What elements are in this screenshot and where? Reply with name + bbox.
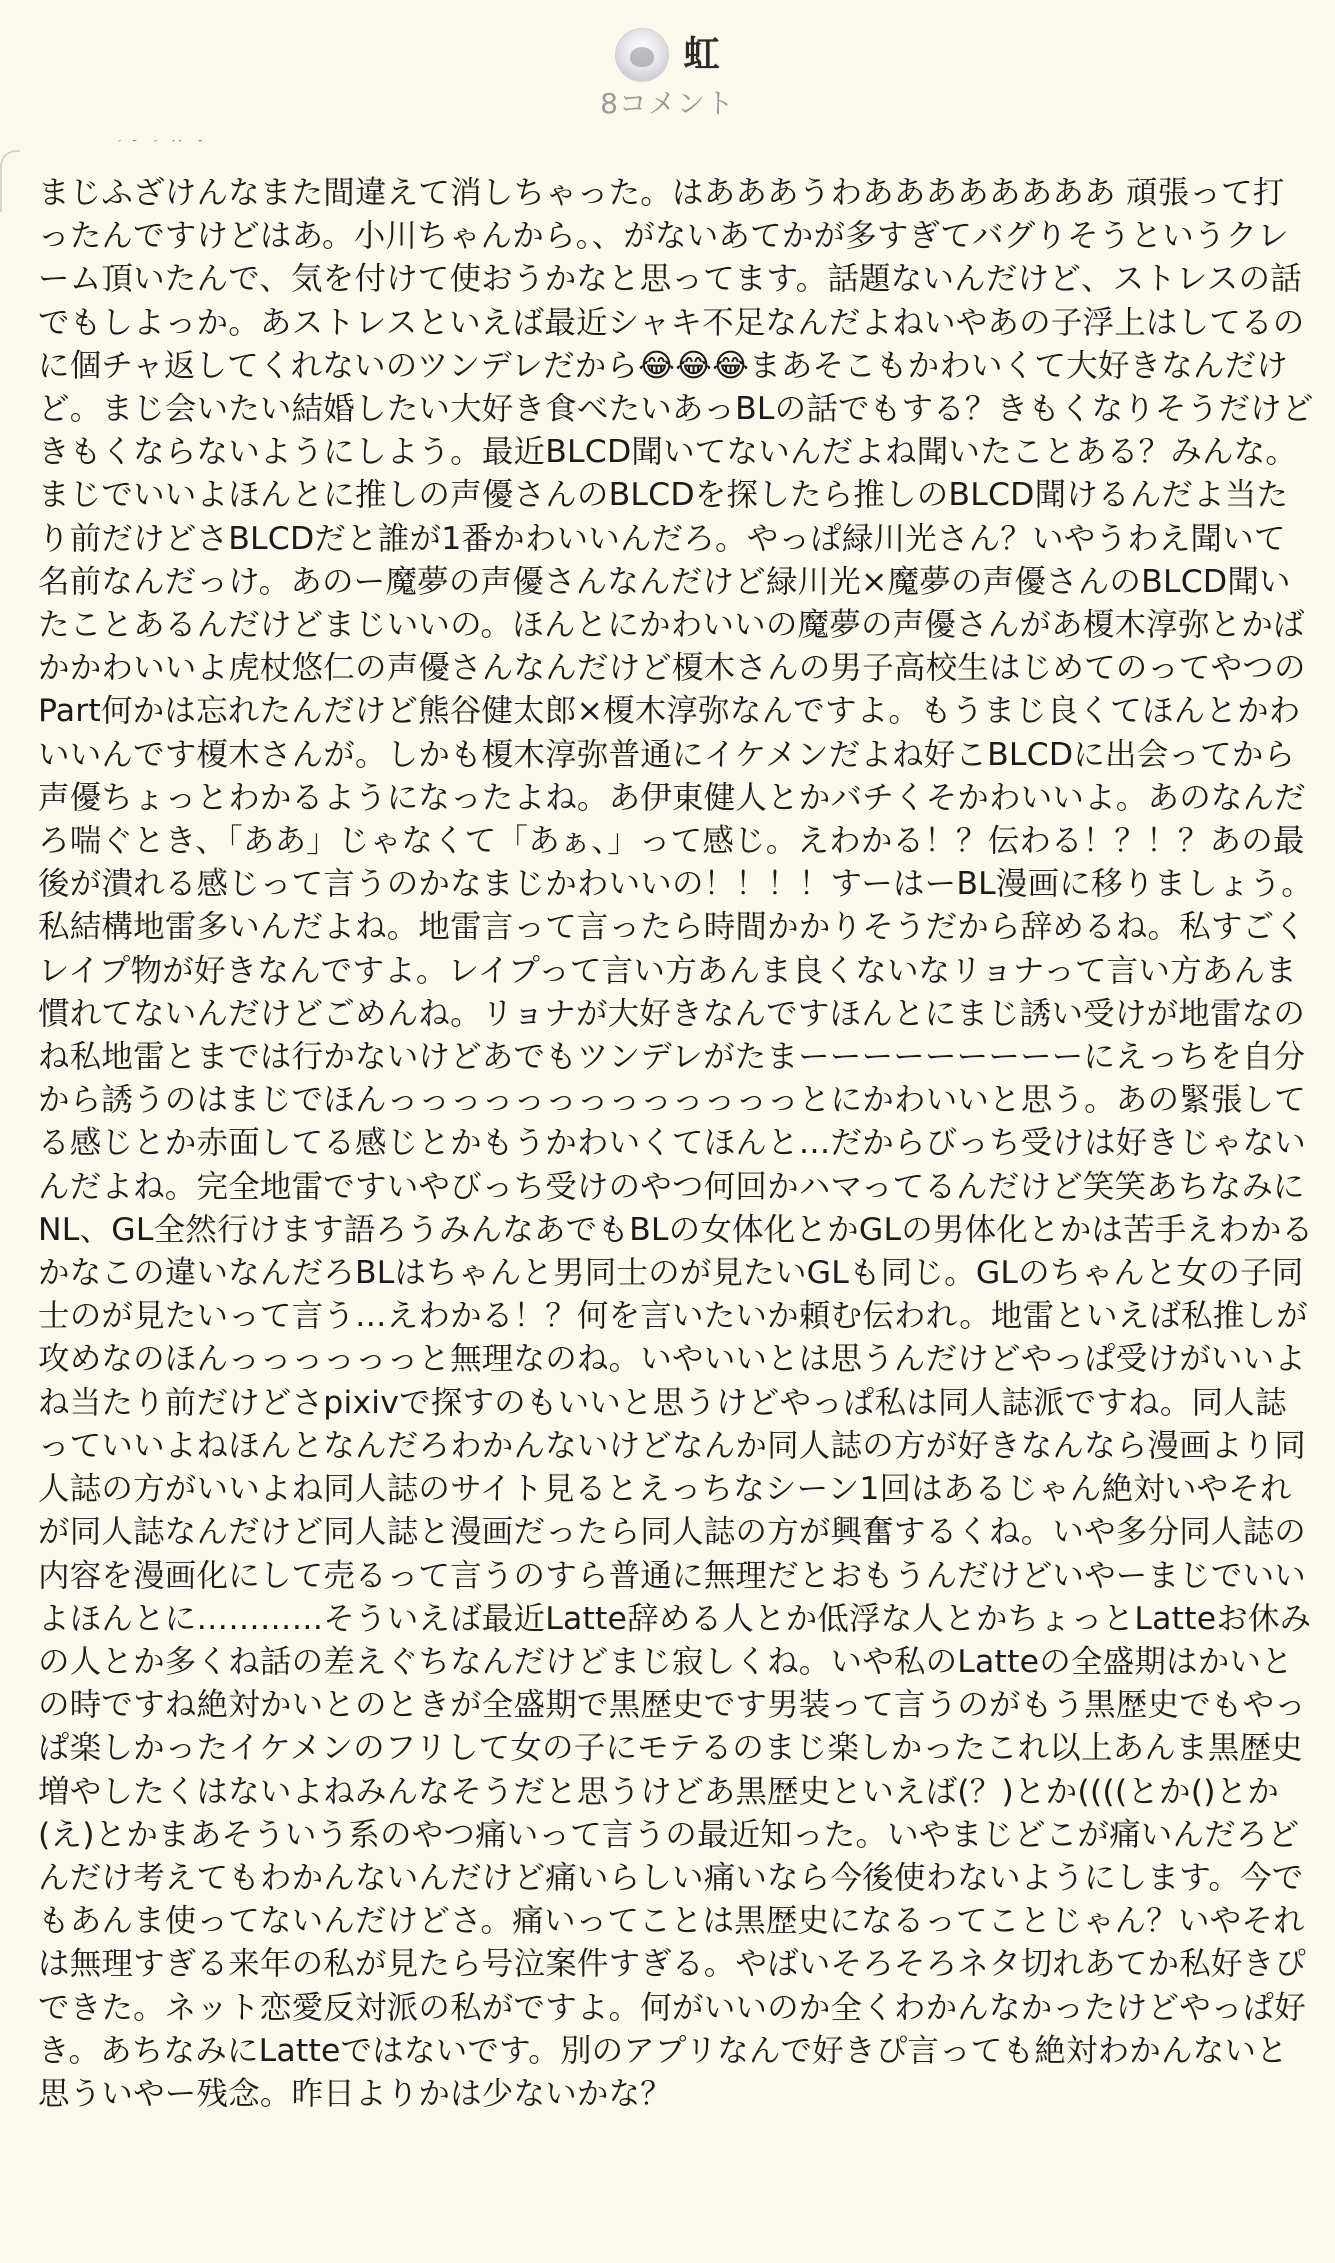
comment-count: 8コメント bbox=[600, 87, 735, 120]
title-row bbox=[0, 28, 1335, 82]
comment-text: まじふざけんなまた間違えて消しちゃった。はあああうわああああああああ 頑張って打ったんですけどはあ。小川ちゃんから。、がないあてかが多すぎてバグりそうというクレーム頂いたんで、気を付けて使おうかなと思ってます。話題ないんだけど、ストレスの話でもしよっか。あストレスといえば最近シャキ不足なんだよねいやあの子浮上はしてるのに個チャ返してくれないのツンデレだから😂😂😂まあそこもかわいくて大好きなんだけど。まじ会いたい結婚したい大好き食べたいあっBLの話でもする？きもくなりそうだけどきもくならないようにしよう。最近BLCD聞いてないんだよね聞いたことある？みんな。まじでいいよほんとに推しの声優さんのBLCDを探したら推しのBLCD聞けるんだよ当たり前だけどさBLCDだと誰が1番かわいいんだろ。やっぱ緑川光さん？いやうわえ聞いて名前なんだっけ。あのー魔夢の声優さんなんだけど緑川光×魔夢の声優さんのBLCD聞いたことあるんだけどまじいいの。ほんとにかわいいの魔夢の声優さんがあ榎木淳弥とかばかかわいいよ虎杖悠仁の声優さんなんだけど榎木さんの男子高校生はじめてのってやつのPart何かは忘れたんだけど熊谷健太郎×榎木淳弥なんですよ。もうまじ良くてほんとかわいいんです榎木さんが。しかも榎木淳弥普通にイケメンだよね好こBLCDに出会ってから声優ちょっとわかるようになったよね。あ伊東健人とかバチくそかわいいよ。あのなんだろ喘ぐとき、「ああ」じゃなくて「あぁ、」って感じ。えわかる！？伝わる！？！？あの最後が潰れる感じって言うのかなまじかわいいの！！！！すーはーBL漫画に移りましょう。私結構地雷多いんだよね。地雷言って言ったら時間かかりそうだから辞めるね。私すごくレイプ物が好きなんですよ。レイプって言い方あんま良くないなリョナって言い方あんま慣れてないんだけどごめんね。リョナが大好きなんですほんとにまじ誘い受けが地雷なのね私地雷とまでは行かないけどあでもツンデレがたまーーーーーーーーーにえっちを自分から誘うのはまじでほんっっっっっっっっっっっっっとにかわいいと思う。あの緊張してる感じとか赤面してる感じとかもうかわいくてほんと…だからびっち受けは好きじゃないんだよね。完全地雷ですいやびっち受けのやつ何回かハマってるんだけど笑笑あちなみにNL、GL全然行けます語ろうみんなあでもBLの女体化とかGLの男体化とかは苦手えわかるかなこの違いなんだろBLはちゃんと男同士のが見たいGLも同じ。GLのちゃんと女の子同士のが見たいって言う…えわかる！？何を言いたいか頼む伝われ。地雷といえば私推しが攻めなのほんっっっっっっと無理なのね。いやいいとは思うんだけどやっぱ受けがいいよね当たり前だけどさpixivで探すのもいいと思うけどやっぱ私は同人誌派ですね。同人誌っていいよねほんとなんだろわかんないけどなんか同人誌の方が好きなんなら漫画より同人誌の方がいいよね同人誌のサイト見るとえっちなシーン1回はあるじゃん絶対いやそれが同人誌なんだけど同人誌と漫画だったら同人誌の方が興奮するくね。いや多分同人誌の内容を漫画化にして売るって言うのすら普通に無理だとおもうんだけどいやーまじでいいよほんとに…………そういえば最近Latte辞める人とか低浮な人とかちょっとLatteお休みの人とか多くね話の差えぐちなんだけどまじ寂しくね。いや私のLatteの全盛期はかいとの時ですね絶対かいとのときが全盛期で黒歴史です男装って言うのがもう黒歴史でもやっぱ楽しかったイケメンのフリして女の子にモテるのまじ楽しかったこれ以上あんま黒歴史増やしたくはないよねみんなそうだと思うけどあ黒歴史といえば(？)とか((((とか()とか(え)とかまあそういう系のやつ痛いって言うの最近知った。いやまじどこが痛いんだろどんだけ考えてもわかんないんだけど痛いらしい痛いなら今後使わないようにします。今でもあんま使ってないんだけどさ。痛いってことは黒歴史になるってことじゃん？いやそれは無理すぎる来年の私が見たら号泣案件すぎる。やばいそろそろネタ切れあてか私好きぴできた。ネット恋愛反対派の私がですよ。何がいいのか全くわかんなかったけどやっぱ好き。あちなみにLatteではないです。別のアプリなんで好きぴ言っても絶対わかんないと思ういやー残念。昨日よりかは少ないかな？ bbox=[38, 175, 1314, 2112]
user-avatar[interactable] bbox=[615, 28, 669, 82]
comment-bubble-edge bbox=[0, 150, 20, 212]
username[interactable]: 虹 bbox=[683, 34, 720, 75]
comment-header bbox=[0, 0, 1335, 140]
